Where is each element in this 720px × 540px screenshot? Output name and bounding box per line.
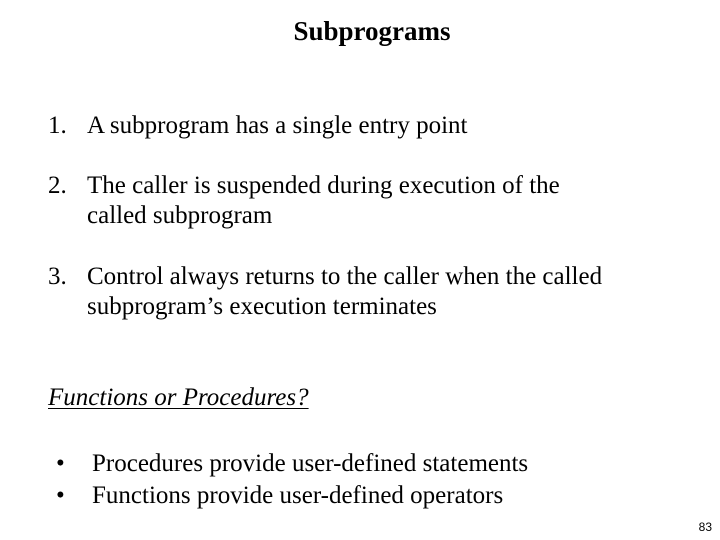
item-number: 2. xyxy=(48,172,67,199)
bullet-text: Procedures provide user-defined statements xyxy=(92,450,529,477)
item-text xyxy=(87,262,707,322)
item-line: Control always returns to the caller when the called xyxy=(87,263,603,290)
item-text xyxy=(87,111,707,141)
bullet-item xyxy=(48,480,708,512)
item-line: subprogram’s execution terminates xyxy=(87,293,437,320)
bullet-list xyxy=(48,448,708,512)
item-number: 3. xyxy=(48,263,67,290)
bullet-item xyxy=(48,448,708,480)
item-line: The caller is suspended during execution of the xyxy=(87,172,560,199)
bullet-marker: • xyxy=(56,482,65,509)
item-line: called subprogram xyxy=(87,202,273,229)
bullet-text: Functions provide user-defined operators xyxy=(92,482,504,509)
item-number: 1. xyxy=(48,112,67,139)
item-text xyxy=(87,171,707,231)
subheading: Functions or Procedures? xyxy=(48,384,309,411)
item-line: A subprogram has a single entry point xyxy=(87,112,468,139)
slide-title: Subprograms xyxy=(293,16,451,46)
bullet-marker: • xyxy=(56,450,65,477)
page-number: 83 xyxy=(698,520,712,534)
